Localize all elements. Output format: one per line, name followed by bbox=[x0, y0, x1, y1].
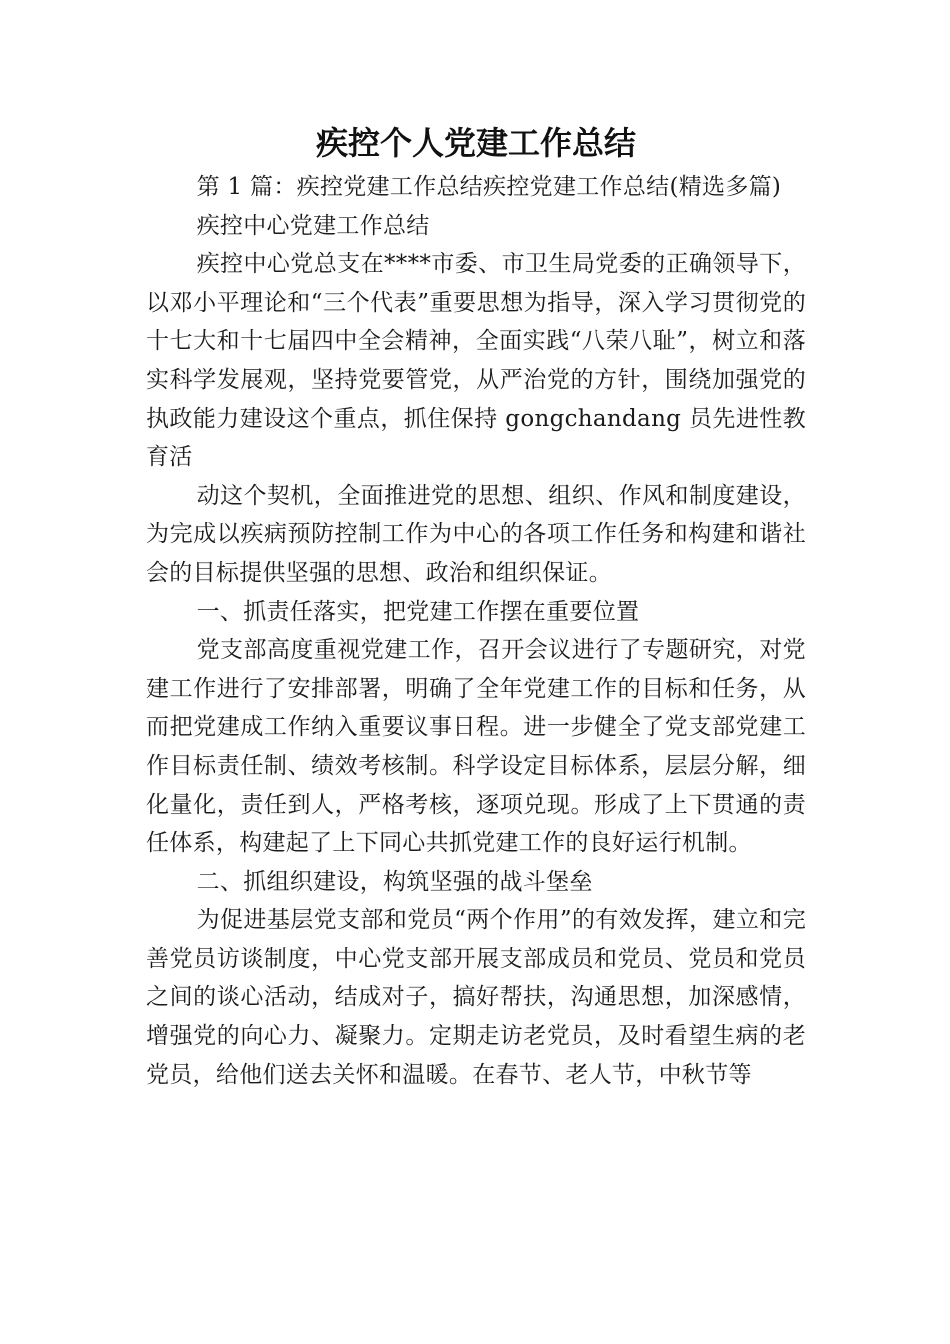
paragraph-chapter-heading: 第 1 篇：疾控党建工作总结疾控党建工作总结(精选多篇) bbox=[196, 174, 782, 200]
section-heading-2: 二、抓组织建设，构筑坚强的战斗堡垒 bbox=[196, 868, 593, 895]
paragraph-subtitle: 疾控中心党建工作总结 bbox=[196, 212, 430, 239]
document-body bbox=[146, 118, 806, 1094]
paragraph-section-1: 党支部高度重视党建工作，召开会议进行了专题研究，对党建工作进行了安排部署，明确了全年党建工作的目标和任务，从而把党建成工作纳入重要议事日程。进一步健全了党支部党建工作目标责任制、绩效考核制。科学设定目标体系，层层分解，细化量化，责任到人，严格考核，逐项兑现。形成了上下贯通的责任体系，构建起了上下同心共抓党建工作的良好运行机制。 bbox=[146, 637, 806, 857]
section-heading-1: 一、抓责任落实，把党建工作摆在重要位置 bbox=[196, 598, 640, 625]
paragraph-section-2: 为促进基层党支部和党员“两个作用”的有效发挥，建立和完善党员访谈制度，中心党支部开展支部成员和党员、党员和党员之间的谈心活动，结成对子，搞好帮扶，沟通思想，加深感情，增强党的向心力、凝聚力。定期走访老党员，及时看望生病的老党员，给他们送去关怀和温暖。在春节、老人节，中秋节等 bbox=[146, 907, 806, 1088]
paragraph-intro: 疾控中心党总支在****市委、市卫生局党委的正确领导下，以邓小平理论和“三个代表”重要思想为指导，深入学习贯彻党的十七大和十七届四中全会精神，全面实践“八荣八耻”，树立和落实科学发展观，坚持党要管党，从严治党的方针，围绕加强党的执政能力建设这个重点，抓住保持 gongchandang 员先进性教育活 bbox=[146, 251, 806, 471]
document-title: 疾控个人党建工作总结 bbox=[315, 124, 636, 162]
paragraph-intro-continued: 动这个契机，全面推进党的思想、组织、作风和制度建设，为完成以疾病预防控制工作为中心的各项工作任务和构建和谐社会的目标提供坚强的思想、政治和组织保证。 bbox=[146, 482, 806, 586]
